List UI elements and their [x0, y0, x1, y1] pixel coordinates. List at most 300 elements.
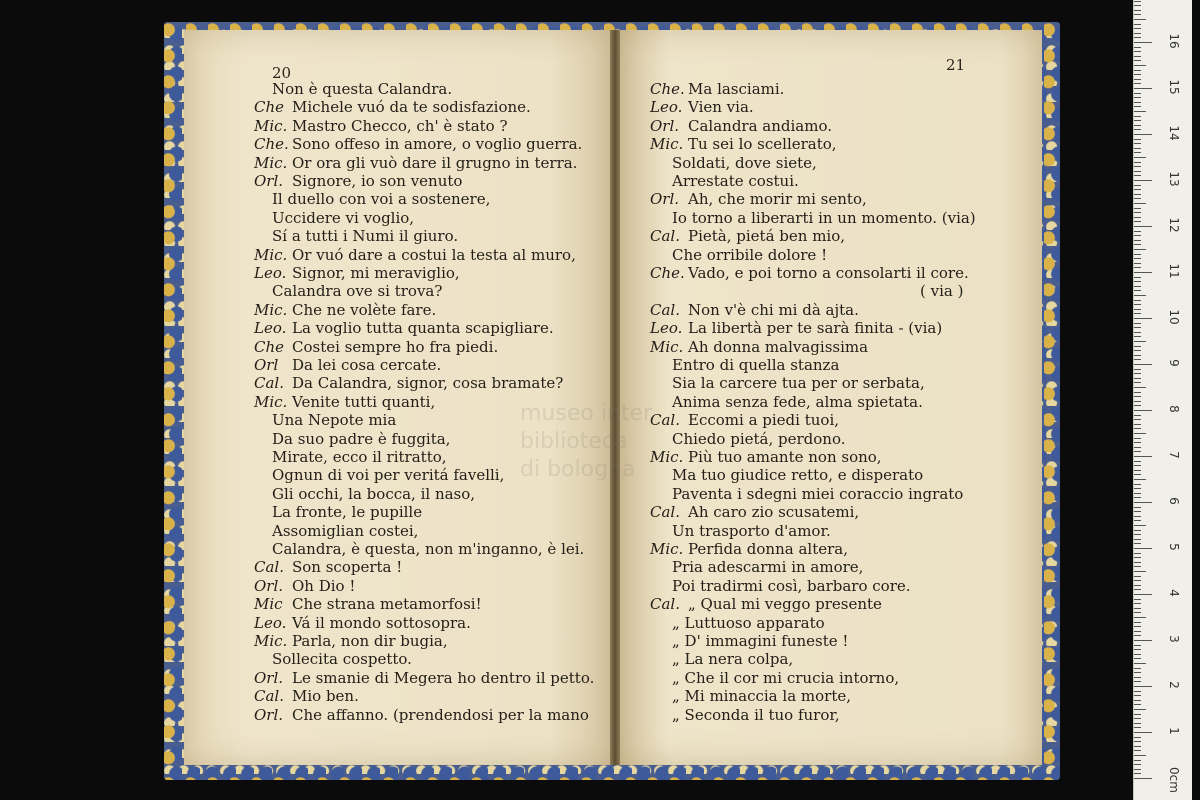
watermark-line: di bologna	[520, 457, 636, 482]
text-line	[272, 411, 396, 429]
ruler-tick	[1134, 442, 1141, 443]
ruler-tick	[1134, 612, 1141, 613]
ruler-tick	[1134, 723, 1141, 724]
line-text: Arrestate costui.	[672, 172, 799, 190]
ruler-tick	[1134, 166, 1141, 167]
ruler-tick	[1134, 635, 1141, 636]
ruler-tick	[1134, 493, 1141, 494]
line-text: Sí a tutti i Numi il giuro.	[272, 227, 459, 246]
ruler-tick	[1134, 180, 1152, 181]
text-line	[254, 98, 531, 116]
line-text: „ Mi minaccia la morte,	[672, 687, 852, 706]
speaker-label: Mic	[254, 595, 283, 614]
line-text: Vado, e poi torno a consolarti il core.	[688, 264, 969, 282]
ruler-tick	[1134, 129, 1141, 130]
ruler-tick	[1134, 37, 1141, 38]
text-line	[920, 282, 963, 300]
text-line	[672, 154, 817, 172]
text-line	[650, 117, 832, 135]
text-line	[254, 135, 582, 153]
text-line	[254, 558, 402, 576]
ruler-tick	[1134, 755, 1146, 756]
ruler-tick	[1134, 663, 1146, 664]
measuring-ruler	[1133, 0, 1192, 800]
ruler-tick	[1134, 33, 1141, 34]
ruler-tick	[1134, 313, 1141, 314]
ruler-label: 16	[1167, 33, 1181, 49]
text-line	[650, 227, 845, 245]
text-line	[672, 209, 976, 227]
left-page-number: 20	[272, 64, 292, 82]
line-text: ( via )	[920, 282, 964, 301]
speaker-label: Cal.	[650, 227, 680, 246]
text-line	[272, 540, 584, 558]
ruler-tick	[1134, 617, 1146, 618]
text-line	[650, 595, 882, 613]
text-line	[254, 338, 498, 356]
text-line	[672, 393, 923, 411]
ruler-tick	[1134, 718, 1141, 719]
line-text: La fronte, le pupille	[272, 503, 423, 522]
line-text: Non è questa Calandra.	[272, 80, 453, 98]
line-text: Anima senza fede, alma spietata.	[672, 392, 923, 411]
ruler-tick	[1134, 74, 1141, 75]
ruler-tick	[1134, 709, 1146, 710]
text-line	[254, 614, 471, 632]
ruler-tick	[1134, 286, 1141, 287]
ruler-tick	[1134, 83, 1141, 84]
ruler-tick	[1134, 175, 1141, 176]
ruler-tick	[1134, 530, 1141, 531]
ruler-tick	[1134, 461, 1141, 462]
ruler-tick	[1134, 392, 1141, 393]
ruler-tick	[1134, 355, 1141, 356]
ruler-tick	[1134, 185, 1141, 186]
ruler-tick	[1134, 111, 1146, 112]
text-line	[272, 522, 418, 540]
ruler-tick	[1134, 28, 1141, 29]
text-line	[272, 80, 452, 98]
text-line	[254, 319, 554, 337]
text-line	[672, 374, 925, 392]
ruler-tick	[1134, 672, 1141, 673]
ruler-tick	[1134, 410, 1152, 411]
ruler-tick	[1134, 750, 1141, 751]
ruler-tick	[1134, 704, 1141, 705]
text-line	[272, 282, 442, 300]
line-text: Perfida donna altera,	[688, 540, 848, 558]
ruler-tick	[1134, 254, 1141, 255]
text-line	[272, 227, 458, 245]
ruler-tick	[1134, 626, 1141, 627]
speaker-label: Orl.	[254, 668, 284, 687]
text-line	[254, 669, 594, 687]
ruler-tick	[1134, 419, 1141, 420]
line-text: Ah caro zio scusatemi,	[688, 503, 860, 522]
text-line	[254, 687, 359, 705]
ruler-label: 8	[1167, 405, 1181, 413]
line-text: Ah donna malvagissima	[688, 337, 869, 356]
text-line	[254, 264, 460, 282]
ruler-tick	[1134, 221, 1141, 222]
speaker-label: Leo.	[650, 319, 683, 338]
ruler-tick	[1134, 341, 1146, 342]
ruler-tick	[1134, 47, 1141, 48]
ruler-tick	[1134, 88, 1152, 89]
ruler-label: 3	[1167, 635, 1181, 643]
text-line	[672, 687, 851, 705]
ruler-tick	[1134, 433, 1146, 434]
ruler-tick	[1134, 497, 1141, 498]
text-line	[272, 430, 450, 448]
ruler-tick	[1134, 534, 1141, 535]
line-text: Da lei cosa cercate.	[292, 356, 442, 374]
ruler-label: 11	[1167, 263, 1181, 279]
speaker-label: Che	[254, 337, 285, 356]
ruler-tick	[1134, 244, 1141, 245]
ruler-tick	[1134, 576, 1141, 577]
ruler-tick	[1134, 272, 1152, 273]
ruler-tick	[1134, 599, 1141, 600]
line-text: Ma lasciami.	[688, 80, 785, 98]
line-text: „ Seconda il tuo furor,	[672, 705, 840, 724]
ruler-tick	[1134, 714, 1141, 715]
text-line	[650, 264, 969, 282]
ruler-tick	[1134, 571, 1146, 572]
ruler-tick	[1134, 727, 1141, 728]
text-line	[672, 706, 840, 724]
line-text: Le smanie di Megera ho dentro il petto.	[292, 668, 595, 687]
ruler-tick	[1134, 511, 1141, 512]
speaker-label: Orl.	[650, 190, 680, 209]
ruler-label: 5	[1167, 543, 1181, 551]
ruler-label: 14	[1167, 125, 1181, 141]
text-line	[254, 393, 435, 411]
text-line	[650, 338, 868, 356]
speaker-label: Mic.	[254, 153, 288, 172]
book-gutter	[610, 30, 620, 765]
speaker-label: Cal.	[650, 503, 680, 522]
ruler-tick	[1134, 51, 1141, 52]
text-line	[650, 448, 882, 466]
ruler-tick	[1134, 474, 1141, 475]
speaker-label: Leo.	[254, 264, 287, 282]
line-text: Poi tradirmi così, barbaro core.	[672, 576, 911, 595]
ruler-tick	[1134, 258, 1141, 259]
text-line	[650, 319, 942, 337]
text-line	[650, 80, 784, 98]
ruler-label: 1	[1167, 727, 1181, 735]
text-line	[650, 190, 867, 208]
ruler-tick	[1134, 387, 1146, 388]
ruler-tick	[1134, 106, 1141, 107]
text-line	[672, 466, 923, 484]
text-line	[254, 172, 462, 190]
speaker-label: Mic.	[254, 300, 288, 319]
ruler-tick	[1134, 162, 1141, 163]
line-text: Io torno a liberarti in un momento. (via)	[672, 208, 976, 227]
ruler-tick	[1134, 525, 1146, 526]
ruler-tick	[1134, 557, 1141, 558]
ruler-tick	[1134, 79, 1141, 80]
text-line	[672, 614, 825, 632]
watermark-line: museo inter	[520, 401, 653, 426]
ruler-tick	[1134, 97, 1141, 98]
line-text: Assomiglian costei,	[272, 521, 419, 540]
text-line	[672, 485, 963, 503]
text-line	[272, 503, 422, 521]
line-text: „ Qual mi veggo presente	[688, 595, 882, 614]
line-text: Michele vuó da te sodisfazione.	[292, 98, 531, 117]
ruler-tick	[1134, 378, 1141, 379]
line-text: Una Nepote mia	[272, 411, 397, 430]
line-text: Pria adescarmi in amore,	[672, 558, 864, 577]
text-line	[272, 190, 490, 208]
ruler-tick	[1134, 456, 1152, 457]
text-line	[272, 209, 414, 227]
speaker-label: Cal.	[254, 558, 284, 577]
speaker-label: Mic.	[650, 540, 684, 558]
text-line	[672, 246, 827, 264]
ruler-tick	[1134, 369, 1141, 370]
text-line	[272, 650, 412, 668]
ruler-tick	[1134, 764, 1141, 765]
ruler-tick	[1134, 309, 1141, 310]
text-line	[254, 374, 563, 392]
ruler-tick	[1134, 350, 1141, 351]
line-text: Chiedo pietá, perdono.	[672, 429, 846, 448]
line-text: Sollecita cospetto.	[272, 650, 412, 669]
text-line	[650, 301, 859, 319]
ruler-tick	[1134, 189, 1141, 190]
line-text: Che strana metamorfosi!	[292, 595, 482, 614]
text-line	[672, 522, 831, 540]
ruler-tick	[1134, 658, 1141, 659]
ruler-tick	[1134, 157, 1146, 158]
speaker-label: Leo.	[254, 613, 287, 632]
ruler-tick	[1134, 125, 1141, 126]
speaker-label: Orl.	[254, 172, 284, 190]
ruler-tick	[1134, 645, 1141, 646]
speaker-label: Che.	[650, 264, 685, 282]
ruler-tick	[1134, 148, 1141, 149]
ruler-tick	[1134, 539, 1141, 540]
ruler-tick	[1134, 1, 1141, 2]
ruler-tick	[1134, 405, 1141, 406]
ruler-tick	[1134, 277, 1141, 278]
speaker-label: Cal.	[254, 374, 284, 393]
ruler-tick	[1134, 120, 1141, 121]
ruler-tick	[1134, 240, 1141, 241]
line-text: Calandra, è questa, non m'inganno, è lei.	[272, 540, 585, 558]
line-text: Costei sempre ho fra piedi.	[292, 337, 499, 356]
ruler-tick	[1134, 700, 1141, 701]
text-line	[672, 172, 799, 190]
ruler-tick	[1134, 548, 1152, 549]
line-text: Eccomi a piedi tuoi,	[688, 411, 840, 430]
ruler-tick	[1134, 543, 1141, 544]
line-text: La voglio tutta quanta scapigliare.	[292, 319, 554, 338]
line-text: „ Che il cor mi crucia intorno,	[672, 668, 900, 687]
line-text: Che affanno. (prendendosi per la mano	[292, 705, 589, 724]
line-text: Or vuó dare a costui la testa al muro,	[292, 245, 576, 264]
ruler-tick	[1134, 415, 1141, 416]
ruler-tick	[1134, 447, 1141, 448]
ruler-tick	[1134, 323, 1141, 324]
line-text: Da Calandra, signor, cosa bramate?	[292, 374, 564, 393]
ruler-tick	[1134, 608, 1141, 609]
ruler-tick	[1134, 686, 1152, 687]
line-text: Signor, mi meraviglio,	[292, 264, 460, 282]
ruler-label: 12	[1167, 217, 1181, 233]
text-line	[672, 650, 793, 668]
ruler-tick	[1134, 327, 1141, 328]
line-text: Un trasporto d'amor.	[672, 521, 831, 540]
line-text: „ Luttuoso apparato	[672, 613, 825, 632]
line-text: „ D' immagini funeste !	[672, 632, 849, 650]
ruler-tick	[1134, 217, 1141, 218]
ruler-tick	[1134, 364, 1152, 365]
ruler-tick	[1134, 566, 1141, 567]
text-line	[272, 466, 504, 484]
text-line	[254, 595, 482, 613]
ruler-tick	[1134, 263, 1141, 264]
text-line	[672, 430, 845, 448]
ruler-tick	[1134, 594, 1152, 595]
ruler-label: 10	[1167, 309, 1181, 325]
ruler-tick	[1134, 290, 1141, 291]
line-text: Sia la carcere tua per or serbata,	[672, 374, 925, 393]
ruler-tick	[1134, 70, 1141, 71]
ruler-tick	[1134, 152, 1141, 153]
line-text: Or ora gli vuò dare il grugno in terra.	[292, 153, 578, 172]
text-line	[254, 154, 577, 172]
ruler-tick	[1134, 235, 1141, 236]
ruler-label: 0cm	[1167, 767, 1181, 793]
ruler-label: 15	[1167, 79, 1181, 95]
ruler-tick	[1134, 171, 1141, 172]
ruler-tick	[1134, 359, 1141, 360]
text-line	[650, 98, 754, 116]
ruler-tick	[1134, 502, 1152, 503]
ruler-tick	[1134, 5, 1141, 6]
text-line	[650, 503, 859, 521]
ruler-tick	[1134, 42, 1152, 43]
line-text: Calandra ove si trova?	[272, 282, 443, 301]
ruler-tick	[1134, 346, 1141, 347]
ruler-tick	[1134, 484, 1141, 485]
text-line	[254, 577, 355, 595]
ruler-tick	[1134, 589, 1141, 590]
ruler-tick	[1134, 585, 1141, 586]
ruler-tick	[1134, 93, 1141, 94]
text-line	[272, 485, 475, 503]
text-line	[254, 301, 436, 319]
ruler-tick	[1134, 336, 1141, 337]
ruler-tick	[1134, 691, 1141, 692]
ruler-tick	[1134, 300, 1141, 301]
line-text: Mirate, ecco il ritratto,	[272, 448, 447, 466]
ruler-tick	[1134, 428, 1141, 429]
line-text: Gli occhi, la bocca, il naso,	[272, 484, 476, 503]
speaker-label: Cal.	[254, 687, 284, 706]
ruler-tick	[1134, 778, 1152, 779]
ruler-tick	[1134, 732, 1152, 733]
ruler-tick	[1134, 203, 1146, 204]
speaker-label: Cal.	[650, 411, 680, 430]
ruler-tick	[1134, 631, 1141, 632]
line-text: Vien via.	[688, 98, 754, 117]
speaker-label: Orl	[254, 356, 279, 374]
speaker-label: Cal.	[650, 300, 680, 319]
line-text: Vá il mondo sottosopra.	[292, 613, 471, 632]
line-text: Entro di quella stanza	[672, 356, 840, 374]
ruler-tick	[1134, 139, 1141, 140]
ruler-tick	[1134, 208, 1141, 209]
ruler-tick	[1134, 304, 1141, 305]
ruler-tick	[1134, 580, 1141, 581]
ruler-tick	[1134, 622, 1141, 623]
ruler-tick	[1134, 231, 1141, 232]
watermark-line: biblioteca	[520, 429, 628, 454]
ruler-tick	[1134, 640, 1152, 641]
ruler-tick	[1134, 677, 1141, 678]
ruler-tick	[1134, 438, 1141, 439]
line-text: Uccidere vi voglio,	[272, 208, 415, 227]
speaker-label: Cal.	[650, 595, 680, 614]
line-text: Mastro Checco, ch' è stato ?	[292, 116, 508, 135]
ruler-tick	[1134, 19, 1146, 20]
line-text: Da suo padre è fuggita,	[272, 429, 451, 448]
line-text: Sono offeso in amore, o voglio guerra.	[292, 135, 583, 154]
ruler-tick	[1134, 249, 1146, 250]
ruler-tick	[1134, 396, 1141, 397]
line-text: Che orribile dolore !	[672, 245, 828, 264]
watermark-stamp	[520, 400, 652, 484]
line-text: Venite tutti quanti,	[292, 392, 436, 411]
speaker-label: Che.	[650, 80, 685, 98]
ruler-tick	[1134, 102, 1141, 103]
speaker-label: Che.	[254, 135, 289, 154]
ruler-tick	[1134, 382, 1141, 383]
ruler-tick	[1134, 562, 1141, 563]
line-text: „ La nera colpa,	[672, 650, 794, 669]
line-text: Che ne volète fare.	[292, 300, 437, 319]
line-text: Oh Dio !	[292, 576, 356, 595]
line-text: Ognun di voi per veritá favelli,	[272, 466, 505, 485]
speaker-label: Leo.	[254, 319, 287, 338]
ruler-tick	[1134, 212, 1141, 213]
ruler-tick	[1134, 520, 1141, 521]
ruler-tick	[1134, 14, 1141, 15]
ruler-tick	[1134, 281, 1141, 282]
ruler-label: 7	[1167, 451, 1181, 459]
speaker-label: Mic.	[650, 448, 684, 466]
text-line	[254, 632, 448, 650]
text-line	[672, 632, 848, 650]
ruler-tick	[1134, 654, 1141, 655]
ruler-label: 9	[1167, 359, 1181, 367]
line-text: Signore, io son venuto	[292, 172, 463, 190]
ruler-tick	[1134, 741, 1141, 742]
ruler-tick	[1134, 318, 1152, 319]
right-page-number: 21	[946, 56, 966, 74]
ruler-tick	[1134, 373, 1141, 374]
ruler-tick	[1134, 198, 1141, 199]
ruler-tick	[1134, 194, 1141, 195]
line-text: Il duello con voi a sostenere,	[272, 190, 491, 209]
text-line	[672, 577, 911, 595]
